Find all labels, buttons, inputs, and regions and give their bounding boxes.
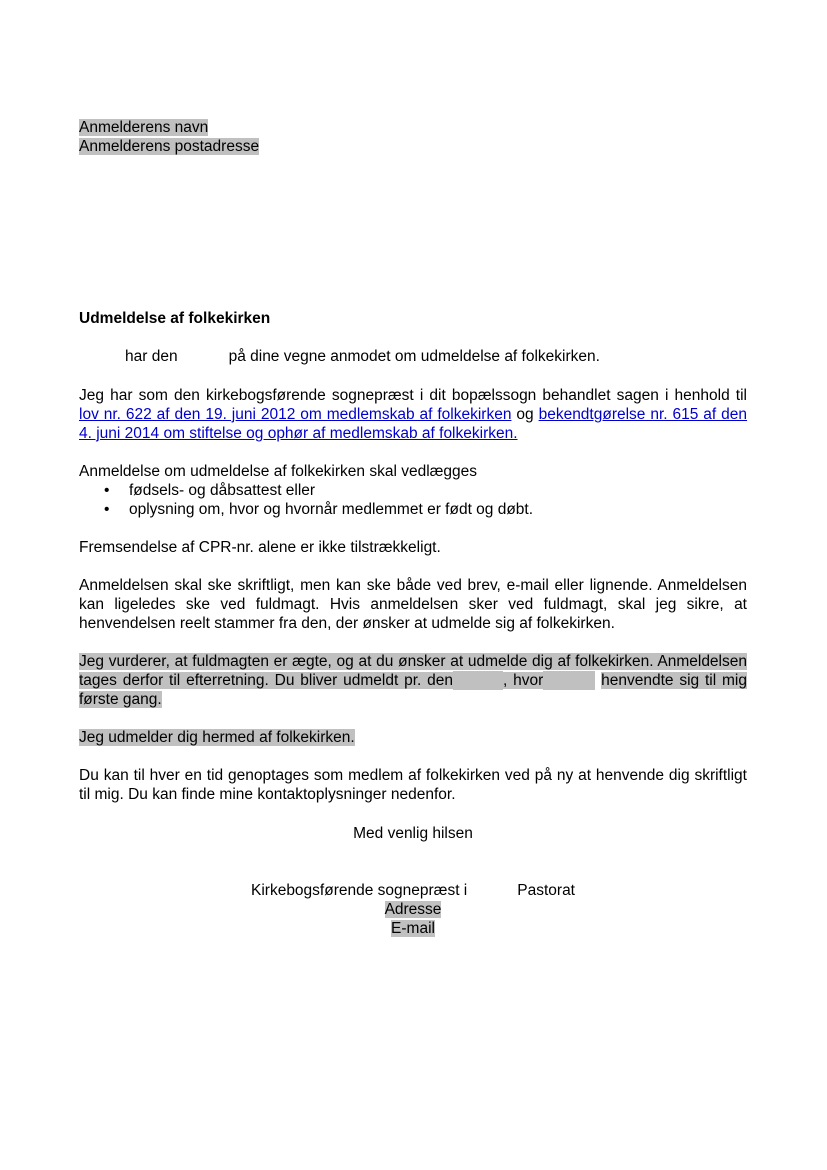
sender-block <box>79 118 747 156</box>
proxy-text-b: , hvor <box>503 672 544 689</box>
legal-basis-paragraph <box>79 386 747 443</box>
letter-page <box>79 118 747 938</box>
signature-block <box>79 881 747 938</box>
executive-order-link[interactable]: bekendtgørelse nr. 615 af den 4. juni 2014 om stiftelse og ophør af medlemskab af folkekirken. <box>79 406 748 442</box>
signature-parish: Pastorat <box>517 882 575 899</box>
letter-title: Udmeldelse af folkekirken <box>79 310 271 327</box>
intro-part-a: har den <box>125 348 178 365</box>
law-link[interactable]: lov nr. 622 af den 19. juni 2012 om medlemskab af folkekirken <box>79 406 512 423</box>
signature-address: Adresse <box>384 901 442 918</box>
list-item: • fødsels- og dåbsattest eller <box>129 481 747 500</box>
list-item: • oplysning om, hvor og hvornår medlemmet er født og døbt. <box>129 500 747 519</box>
intro-line <box>79 347 747 366</box>
closing-salutation: Med venlig hilsen <box>353 825 473 842</box>
signature-email: E-mail <box>391 920 435 937</box>
resign-text: Jeg udmelder dig hermed af folkekirken. <box>79 729 355 746</box>
proxy-paragraph <box>79 652 747 709</box>
sender-address: Anmelderens postadresse <box>79 138 260 155</box>
rejoin-paragraph: Du kan til hver en tid genoptages som medlem af folkekirken ved på ny at henvende dig skriftligt til mig. Du kan finde mine kontaktoplysninger nedenfor. <box>79 767 747 803</box>
cpr-note: Fremsendelse af CPR-nr. alene er ikke tilstrækkeligt. <box>79 539 441 556</box>
proxy-text-c: henvendte sig til mig første gang. <box>79 672 747 708</box>
legal-basis-conjunction: og <box>516 406 534 423</box>
proxy-text-a: Jeg vurderer, at fuldmagten er ægte, og at du ønsker at udmelde dig af folkekirken. Anmeldelsen tages derfor til efterretning. Du bliver udmeldt pr. den <box>79 653 747 689</box>
attachment-list <box>79 481 747 519</box>
written-requirement-paragraph: Anmeldelsen skal ske skriftligt, men kan ske både ved brev, e-mail eller lignende. Anmeldelsen kan ligeledes ske ved fuldmagt. Hvis anmeldelsen sker ved fuldmagt, skal jeg sikre, at henvendelsen reelt stammer fra den, der ønsker at udmelde sig af folkekirken. <box>79 577 747 632</box>
attachment-intro: Anmeldelse om udmeldelse af folkekirken skal vedlægges <box>79 463 478 480</box>
intro-part-b: på dine vegne anmodet om udmeldelse af folkekirken. <box>228 348 600 365</box>
sender-name: Anmelderens navn <box>79 119 209 136</box>
signature-role-line <box>79 881 747 900</box>
signature-role: Kirkebogsførende sognepræst i <box>251 882 468 899</box>
legal-basis-text: Jeg har som den kirkebogsførende sognepræst i dit bopælssogn behandlet sagen i henhold til <box>79 387 747 404</box>
resign-line <box>79 728 747 747</box>
